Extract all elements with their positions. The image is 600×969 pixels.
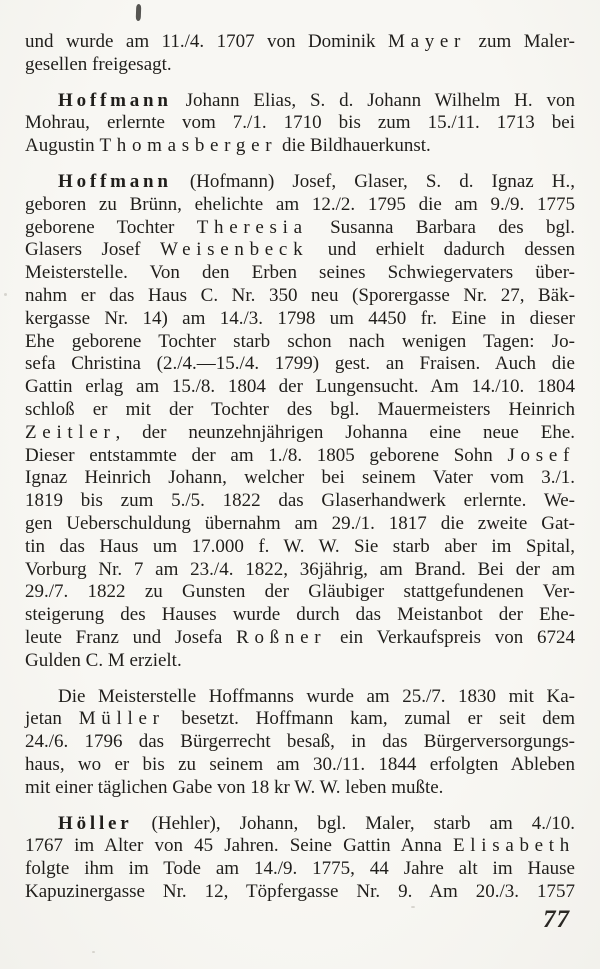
text-run: gen Ueberschuldung übernahm am 29./1. 1817 die zweite Gat- [25,512,575,534]
text-line [25,708,575,731]
text-line [25,331,575,354]
text-run: geboren zu Brünn, ehelichte am 12./2. 1795 die am 9./9. 1775 [25,193,575,215]
paragraph [25,31,575,77]
entry-headword: Höller [58,812,133,834]
text-run: (Hofmann) Josef, Glaser, S. d. Ignaz H., [171,170,575,192]
spaced-person-name: Theresia [196,216,308,238]
text-run: tin das Haus um 17.000 f. W. W. Sie starb aber im Spital, [25,535,575,557]
paragraph [25,813,575,904]
text-line [25,536,575,559]
text-line [25,31,575,54]
spaced-person-name: Josef [507,444,575,466]
paper-speck [4,293,7,296]
text-run: nahm er das Haus C. Nr. 350 neu (Sporergasse Nr. 27, Bäk- [25,284,575,306]
page-number: 77 [543,906,570,933]
text-line [25,171,575,194]
text-run: ein Verkaufspreis von 6724 [326,626,575,648]
text-line [25,650,575,673]
spaced-person-name: Thomasberger [99,135,278,157]
text-line [25,881,575,904]
text-line [25,217,575,240]
ink-smudge-mark [136,4,142,21]
text-run: (Hehler), Johann, bgl. Maler, starb am 4./10. [132,812,575,834]
text-run: zum Maler- [466,31,576,52]
text-run: sefa Christina (2./4.—15./4. 1799) gest. an Fraisen. Auch die [25,353,575,375]
text-run: Gulden C. M erzielt. [25,649,182,671]
text-run: Augustin [25,135,100,157]
text-line [25,731,575,754]
spaced-person-name: Roßner [236,626,327,648]
text-run: gesellen freigesagt. [25,53,172,75]
text-line [25,399,575,422]
text-run: Johann Elias, S. d. Johann Wilhelm H. von [171,89,575,111]
text-run: 29./7. 1822 zu Gunsten der Gläubiger stattgefundenen Ver- [25,581,575,603]
text-line [25,112,575,135]
text-run: leute Franz und Josefa [25,626,237,648]
text-run: Vorburg Nr. 7 am 23./4. 1822, 36jährig, am Brand. Bei der am [25,558,575,580]
text-line [25,135,575,158]
text-line [25,686,575,709]
text-run: folgte ihm im Tode am 14./9. 1775, 44 Jahre alt im Hause [25,858,575,880]
paragraph [25,171,575,673]
text-run: Die Meisterstelle Hoffmanns wurde am 25./7. 1830 mit Ka- [58,685,575,707]
text-line [25,445,575,468]
text-run: Gattin erlag am 15./8. 1804 der Lungensucht. Am 14./10. 1804 [25,376,575,398]
paper-speck [92,951,95,953]
text-run: Ehe geborene Tochter starb schon nach wenigen Tagen: Jo- [25,330,575,352]
text-line [25,835,575,858]
text-run: 1819 bis zum 5./5. 1822 das Glaserhandwerk erlernte. We- [25,490,575,512]
spaced-person-name: Mayer [387,31,467,52]
text-run: , der neunzehnjährigen Johanna eine neue Ehe. [115,421,575,443]
text-run: Mohrau, erlernte vom 7./1. 1710 bis zum 15./11. 1713 bei [25,112,575,134]
text-line [25,627,575,650]
text-line [25,194,575,217]
text-line [25,858,575,881]
entry-headword: Hoffmann [58,170,172,192]
paragraph [25,686,575,800]
text-run: geborene Tochter [25,216,197,238]
text-run: haus, wo er bis zu seinem am 30./11. 1844 erfolgten Ableben [25,753,575,775]
text-line [25,54,575,77]
text-line [25,467,575,490]
text-run: Meisterstelle. Von den Erben seines Schwiegervaters über- [25,262,575,284]
text-run: besetzt. Hoffmann kam, zumal er seit dem [164,708,575,730]
text-run: kergasse Nr. 14) am 14./3. 1798 um 4450 fr. Eine in dieser [25,307,575,329]
text-line [25,813,575,836]
text-run: 1767 im Alter von 45 Jahren. Seine Gattin Anna [25,835,453,857]
spaced-person-name: Weisenbeck [159,239,309,261]
text-line [25,90,575,113]
text-line [25,239,575,262]
text-run: und wurde am 11./4. 1707 von Dominik [25,31,388,52]
text-line [25,285,575,308]
text-run: jetan [25,708,79,730]
text-line [25,777,575,800]
text-line [25,513,575,536]
text-run: 24./6. 1796 das Bürgerrecht besaß, in das Bürgerversorgungs- [25,731,575,753]
text-line [25,604,575,627]
entry-headword: Hoffmann [58,89,172,111]
text-block [25,31,575,917]
text-run: Susanna Barbara des bgl. [307,216,575,238]
text-run: mit einer täglichen Gabe von 18 kr W. W. leben mußte. [25,776,444,798]
text-run: Dieser entstammte der am 1./8. 1805 geborene Sohn [25,444,508,466]
text-run: steigerung des Hauses wurde durch das Meistanbot der Ehe- [25,604,575,626]
text-run: die Bildhauerkunst. [277,135,431,157]
text-run: Ignaz Heinrich Johann, welcher bei seinem Vater vom 3./1. [25,467,575,489]
spaced-person-name: Zeitler [25,421,116,443]
text-line [25,376,575,399]
text-line [25,422,575,445]
text-line [25,559,575,582]
text-run: und erhielt dadurch dessen [308,239,575,261]
text-line [25,490,575,513]
text-run: Kapuzinergasse Nr. 12, Töpfergasse Nr. 9. Am 20./3. 1757 [25,880,575,902]
text-line [25,353,575,376]
text-run: Glasers Josef [25,239,160,261]
text-run: schloß er mit der Tochter des bgl. Mauermeisters Heinrich [25,398,575,420]
text-line [25,581,575,604]
spaced-person-name: Elisabeth [452,835,575,857]
text-line [25,262,575,285]
text-line [25,754,575,777]
text-line [25,308,575,331]
spaced-person-name: Müller [78,708,165,730]
paragraph [25,90,575,158]
